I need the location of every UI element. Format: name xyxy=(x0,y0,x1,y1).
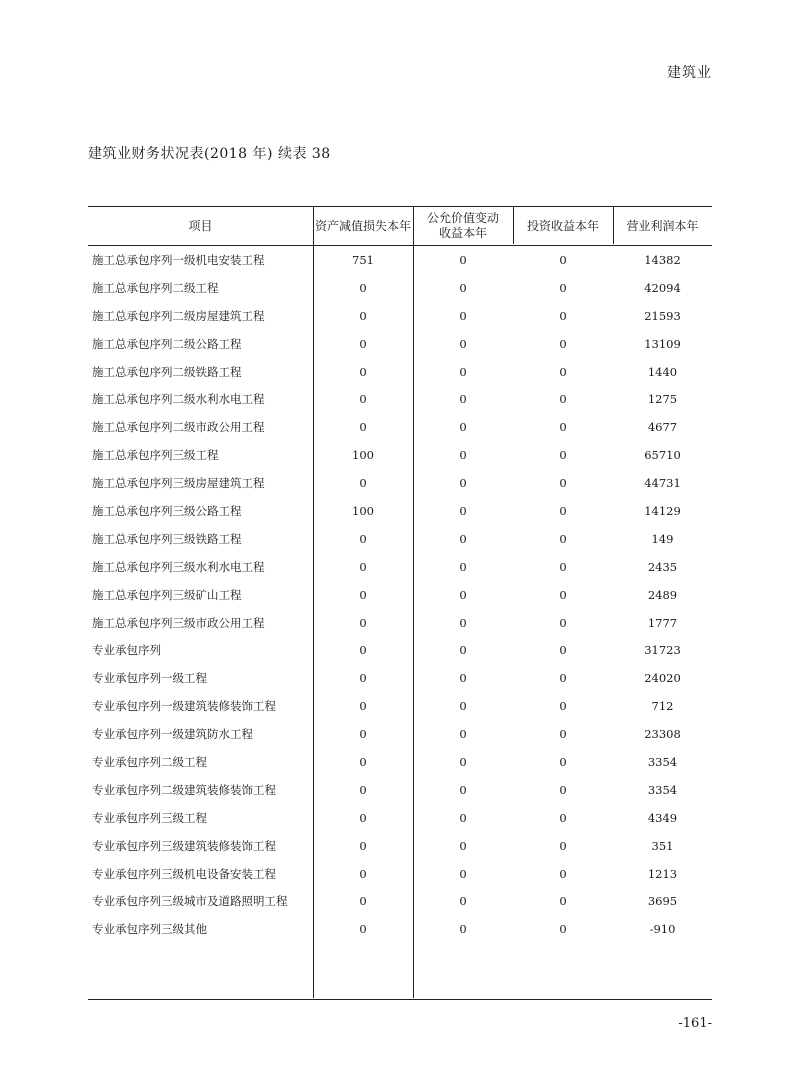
row-value-c4: 1213 xyxy=(647,866,678,881)
column-header-fair-value-gain: 公允价值变动 收益本年 xyxy=(413,207,513,246)
row-value-c3: 0 xyxy=(559,420,567,435)
row-value-c1: 0 xyxy=(359,364,367,379)
row-value-c2: 0 xyxy=(459,476,467,491)
table-row xyxy=(88,887,712,915)
table-row xyxy=(88,302,712,330)
table-row xyxy=(88,330,712,358)
row-item-label: 施工总承包序列三级铁路工程 xyxy=(92,531,242,546)
row-value-c1: 751 xyxy=(352,252,374,267)
row-value-c1: 0 xyxy=(359,280,367,295)
row-value-c2: 0 xyxy=(459,922,467,937)
row-value-c3: 0 xyxy=(559,587,567,602)
row-value-c3: 0 xyxy=(559,754,567,769)
row-value-c4: 1440 xyxy=(647,364,678,379)
row-value-c1: 0 xyxy=(359,671,367,686)
row-value-c2: 0 xyxy=(459,503,467,518)
table-row xyxy=(88,441,712,469)
row-item-label: 专业承包序列一级建筑装修装饰工程 xyxy=(92,699,276,714)
row-value-c4: 24020 xyxy=(644,671,681,686)
row-item-label: 专业承包序列三级城市及道路照明工程 xyxy=(92,894,288,909)
row-value-c1: 0 xyxy=(359,754,367,769)
row-value-c1: 0 xyxy=(359,866,367,881)
row-value-c2: 0 xyxy=(459,782,467,797)
row-value-c1: 0 xyxy=(359,308,367,323)
row-value-c1: 0 xyxy=(359,336,367,351)
row-value-c3: 0 xyxy=(559,308,567,323)
row-item-label: 施工总承包序列三级市政公用工程 xyxy=(92,615,265,630)
row-value-c2: 0 xyxy=(459,364,467,379)
column-header-operating-profit: 营业利润本年 xyxy=(613,207,712,246)
row-value-c2: 0 xyxy=(459,587,467,602)
row-value-c1: 0 xyxy=(359,559,367,574)
row-value-c3: 0 xyxy=(559,392,567,407)
row-value-c1: 0 xyxy=(359,587,367,602)
row-value-c1: 0 xyxy=(359,531,367,546)
row-item-label: 专业承包序列二级工程 xyxy=(92,754,207,769)
row-value-c3: 0 xyxy=(559,810,567,825)
row-value-c4: 2435 xyxy=(647,559,678,574)
row-value-c1: 0 xyxy=(359,615,367,630)
row-value-c2: 0 xyxy=(459,559,467,574)
row-value-c3: 0 xyxy=(559,922,567,937)
table-row xyxy=(88,525,712,553)
row-value-c2: 0 xyxy=(459,280,467,295)
column-divider xyxy=(613,206,614,244)
row-value-c4: 23308 xyxy=(644,727,681,742)
table-row xyxy=(88,860,712,888)
row-value-c4: 3354 xyxy=(647,754,678,769)
table-row xyxy=(88,385,712,413)
row-value-c4: 1777 xyxy=(647,615,678,630)
table-row xyxy=(88,776,712,804)
row-value-c4: 21593 xyxy=(644,308,681,323)
row-item-label: 施工总承包序列一级机电安装工程 xyxy=(92,252,265,267)
row-value-c1: 0 xyxy=(359,476,367,491)
row-item-label: 施工总承包序列二级水利水电工程 xyxy=(92,392,265,407)
row-item-label: 施工总承包序列二级市政公用工程 xyxy=(92,420,265,435)
column-header-investment-income: 投资收益本年 xyxy=(513,207,613,246)
row-item-label: 施工总承包序列三级公路工程 xyxy=(92,503,242,518)
column-header-item: 项目 xyxy=(88,207,313,246)
table-row xyxy=(88,748,712,776)
table-row xyxy=(88,358,712,386)
row-value-c1: 0 xyxy=(359,727,367,742)
row-value-c3: 0 xyxy=(559,476,567,491)
row-value-c3: 0 xyxy=(559,531,567,546)
row-value-c2: 0 xyxy=(459,699,467,714)
row-value-c2: 0 xyxy=(459,810,467,825)
row-value-c4: 3695 xyxy=(647,894,678,909)
table-row xyxy=(88,915,712,943)
row-item-label: 专业承包序列一级建筑防水工程 xyxy=(92,727,253,742)
table-row xyxy=(88,274,712,302)
row-value-c4: 65710 xyxy=(644,448,681,463)
row-item-label: 施工总承包序列二级工程 xyxy=(92,280,219,295)
row-value-c4: 31723 xyxy=(644,643,681,658)
row-value-c3: 0 xyxy=(559,782,567,797)
row-value-c2: 0 xyxy=(459,392,467,407)
row-value-c4: 149 xyxy=(651,531,674,546)
column-divider xyxy=(413,206,414,998)
row-value-c4: 14382 xyxy=(644,252,681,267)
row-value-c3: 0 xyxy=(559,699,567,714)
column-divider xyxy=(513,206,514,244)
table-row xyxy=(88,832,712,860)
table-row xyxy=(88,581,712,609)
row-value-c1: 0 xyxy=(359,782,367,797)
row-item-label: 施工总承包序列二级铁路工程 xyxy=(92,364,242,379)
row-value-c1: 0 xyxy=(359,420,367,435)
row-value-c3: 0 xyxy=(559,364,567,379)
row-value-c1: 100 xyxy=(352,448,374,463)
row-value-c3: 0 xyxy=(559,336,567,351)
table-header-row xyxy=(88,207,712,246)
row-item-label: 专业承包序列三级其他 xyxy=(92,922,207,937)
row-value-c3: 0 xyxy=(559,280,567,295)
table-title: 建筑业财务状况表(2018 年) 续表 38 xyxy=(88,146,331,162)
row-value-c4: 2489 xyxy=(647,587,678,602)
table-row xyxy=(88,609,712,637)
financial-table xyxy=(88,206,712,1000)
table-row xyxy=(88,692,712,720)
row-value-c1: 100 xyxy=(352,503,374,518)
section-label: 建筑业 xyxy=(667,65,712,81)
row-value-c2: 0 xyxy=(459,531,467,546)
table-row xyxy=(88,720,712,748)
row-item-label: 施工总承包序列三级水利水电工程 xyxy=(92,559,265,574)
row-item-label: 施工总承包序列二级房屋建筑工程 xyxy=(92,308,265,323)
table-row xyxy=(88,497,712,525)
row-value-c1: 0 xyxy=(359,392,367,407)
row-item-label: 施工总承包序列三级房屋建筑工程 xyxy=(92,476,265,491)
row-item-label: 专业承包序列一级工程 xyxy=(92,671,207,686)
row-value-c1: 0 xyxy=(359,810,367,825)
row-value-c1: 0 xyxy=(359,922,367,937)
table-row xyxy=(88,636,712,664)
row-value-c2: 0 xyxy=(459,336,467,351)
table-row xyxy=(88,413,712,441)
row-value-c3: 0 xyxy=(559,727,567,742)
row-value-c4: 4677 xyxy=(647,420,678,435)
table-row xyxy=(88,664,712,692)
row-value-c3: 0 xyxy=(559,671,567,686)
row-value-c3: 0 xyxy=(559,503,567,518)
row-value-c4: 42094 xyxy=(644,280,681,295)
row-value-c3: 0 xyxy=(559,866,567,881)
row-value-c2: 0 xyxy=(459,866,467,881)
row-value-c3: 0 xyxy=(559,559,567,574)
row-value-c2: 0 xyxy=(459,754,467,769)
row-value-c2: 0 xyxy=(459,308,467,323)
row-value-c1: 0 xyxy=(359,643,367,658)
row-value-c4: 3354 xyxy=(647,782,678,797)
table-row xyxy=(88,804,712,832)
row-value-c4: -910 xyxy=(649,922,676,937)
row-value-c3: 0 xyxy=(559,615,567,630)
row-item-label: 专业承包序列三级工程 xyxy=(92,810,207,825)
row-value-c1: 0 xyxy=(359,838,367,853)
row-value-c3: 0 xyxy=(559,448,567,463)
row-item-label: 施工总承包序列三级工程 xyxy=(92,448,219,463)
row-value-c4: 712 xyxy=(651,699,674,714)
row-value-c4: 13109 xyxy=(644,336,681,351)
table-row xyxy=(88,469,712,497)
table-row xyxy=(88,553,712,581)
row-value-c4: 14129 xyxy=(644,503,681,518)
row-value-c3: 0 xyxy=(559,643,567,658)
row-value-c4: 1275 xyxy=(647,392,678,407)
row-value-c3: 0 xyxy=(559,894,567,909)
column-header-asset-impairment: 资产减值损失本年 xyxy=(313,207,413,246)
row-value-c2: 0 xyxy=(459,671,467,686)
row-value-c2: 0 xyxy=(459,448,467,463)
row-value-c1: 0 xyxy=(359,699,367,714)
row-value-c2: 0 xyxy=(459,727,467,742)
row-value-c3: 0 xyxy=(559,252,567,267)
row-item-label: 专业承包序列二级建筑装修装饰工程 xyxy=(92,782,276,797)
row-value-c2: 0 xyxy=(459,615,467,630)
row-value-c1: 0 xyxy=(359,894,367,909)
row-value-c2: 0 xyxy=(459,894,467,909)
page-number: -161- xyxy=(678,1016,712,1031)
row-item-label: 施工总承包序列二级公路工程 xyxy=(92,336,242,351)
row-value-c4: 4349 xyxy=(647,810,678,825)
row-value-c4: 44731 xyxy=(644,476,681,491)
row-value-c2: 0 xyxy=(459,838,467,853)
row-value-c3: 0 xyxy=(559,838,567,853)
row-value-c2: 0 xyxy=(459,643,467,658)
row-value-c2: 0 xyxy=(459,420,467,435)
row-value-c2: 0 xyxy=(459,252,467,267)
column-divider xyxy=(313,206,314,998)
row-item-label: 专业承包序列 xyxy=(92,643,161,658)
row-item-label: 专业承包序列三级机电设备安装工程 xyxy=(92,866,276,881)
table-row xyxy=(88,246,712,274)
row-value-c4: 351 xyxy=(651,838,674,853)
row-item-label: 施工总承包序列三级矿山工程 xyxy=(92,587,242,602)
table-body xyxy=(88,246,712,944)
row-item-label: 专业承包序列三级建筑装修装饰工程 xyxy=(92,838,276,853)
